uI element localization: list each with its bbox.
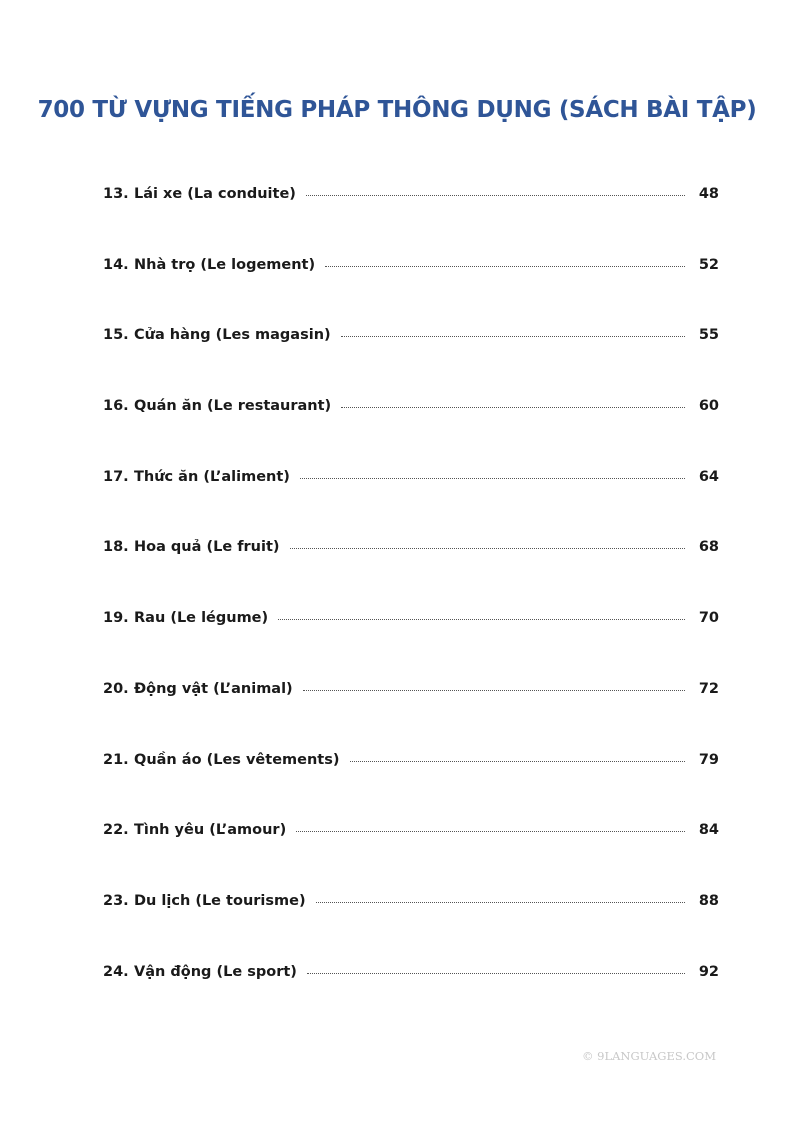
toc-entry-page: 48 — [698, 186, 719, 202]
toc-entry-label: Rau (Le légume) — [134, 610, 269, 627]
toc-entry-label: Quán ăn (Le restaurant) — [134, 398, 332, 415]
toc-entry-number: 19. — [103, 610, 129, 627]
toc-entry-number: 15. — [103, 327, 129, 344]
toc-entry-number: 20. — [103, 680, 129, 697]
toc-entry[interactable] — [103, 327, 719, 398]
table-of-contents — [103, 186, 719, 1034]
dot-leader — [325, 266, 685, 267]
toc-entry-number: 24. — [103, 963, 129, 980]
toc-entry-page: 92 — [698, 963, 719, 980]
page-title: 700 TỪ VỰNG TIẾNG PHÁP THÔNG DỤNG (SÁCH BÀI TẬP) — [37, 97, 757, 124]
toc-entry[interactable] — [103, 257, 719, 328]
toc-entry-label: Hoa quả (Le fruit) — [134, 539, 280, 556]
dot-leader — [300, 478, 685, 479]
toc-entry[interactable] — [103, 822, 719, 893]
toc-entry-number: 13. — [103, 186, 129, 202]
toc-entry-page: 70 — [698, 610, 719, 627]
toc-entry[interactable] — [103, 893, 719, 964]
toc-entry[interactable] — [103, 539, 719, 610]
toc-entry-page: 52 — [698, 256, 719, 273]
toc-entry-page: 72 — [698, 680, 719, 697]
toc-entry-page: 60 — [698, 398, 719, 415]
toc-entry-label: Nhà trọ (Le logement) — [134, 256, 316, 273]
toc-entry-label: Cửa hàng (Les magasin) — [134, 327, 331, 344]
toc-entry-page: 79 — [698, 751, 719, 768]
toc-entry-number: 17. — [103, 468, 129, 485]
toc-entry-label: Du lịch (Le tourisme) — [134, 892, 306, 909]
toc-entry-number: 21. — [103, 751, 129, 768]
toc-entry-label: Tình yêu (L’amour) — [134, 822, 287, 839]
toc-entry-label: Vận động (Le sport) — [134, 963, 297, 980]
toc-entry-number: 16. — [103, 398, 129, 415]
dot-leader — [296, 831, 685, 832]
toc-entry-page: 55 — [698, 327, 719, 344]
toc-entry-label: Quần áo (Les vêtements) — [134, 751, 340, 768]
toc-entry-page: 64 — [698, 468, 719, 485]
toc-entry-number: 23. — [103, 892, 129, 909]
watermark: © 9LANGUAGES.COM — [581, 1049, 716, 1063]
toc-entry-label: Lái xe (La conduite) — [134, 186, 296, 202]
toc-entry-page: 88 — [698, 892, 719, 909]
dot-leader — [316, 902, 685, 903]
dot-leader — [341, 407, 685, 408]
toc-entry-number: 18. — [103, 539, 129, 556]
toc-entry[interactable] — [103, 752, 719, 823]
dot-leader — [303, 690, 685, 691]
toc-entry-page: 84 — [698, 822, 719, 839]
dot-leader — [290, 548, 685, 549]
toc-entry[interactable] — [103, 186, 719, 257]
toc-entry-number: 14. — [103, 256, 129, 273]
toc-entry-number: 22. — [103, 822, 129, 839]
dot-leader — [341, 336, 685, 337]
toc-entry[interactable] — [103, 398, 719, 469]
toc-entry-label: Thức ăn (L’aliment) — [134, 468, 290, 485]
dot-leader — [278, 619, 685, 620]
toc-entry[interactable] — [103, 610, 719, 681]
toc-entry[interactable] — [103, 469, 719, 540]
toc-entry-label: Động vật (L’animal) — [134, 680, 293, 697]
dot-leader — [307, 973, 685, 974]
toc-entry[interactable] — [103, 681, 719, 752]
dot-leader — [306, 195, 685, 196]
toc-entry[interactable] — [103, 964, 719, 1035]
toc-entry-page: 68 — [698, 539, 719, 556]
dot-leader — [350, 761, 685, 762]
